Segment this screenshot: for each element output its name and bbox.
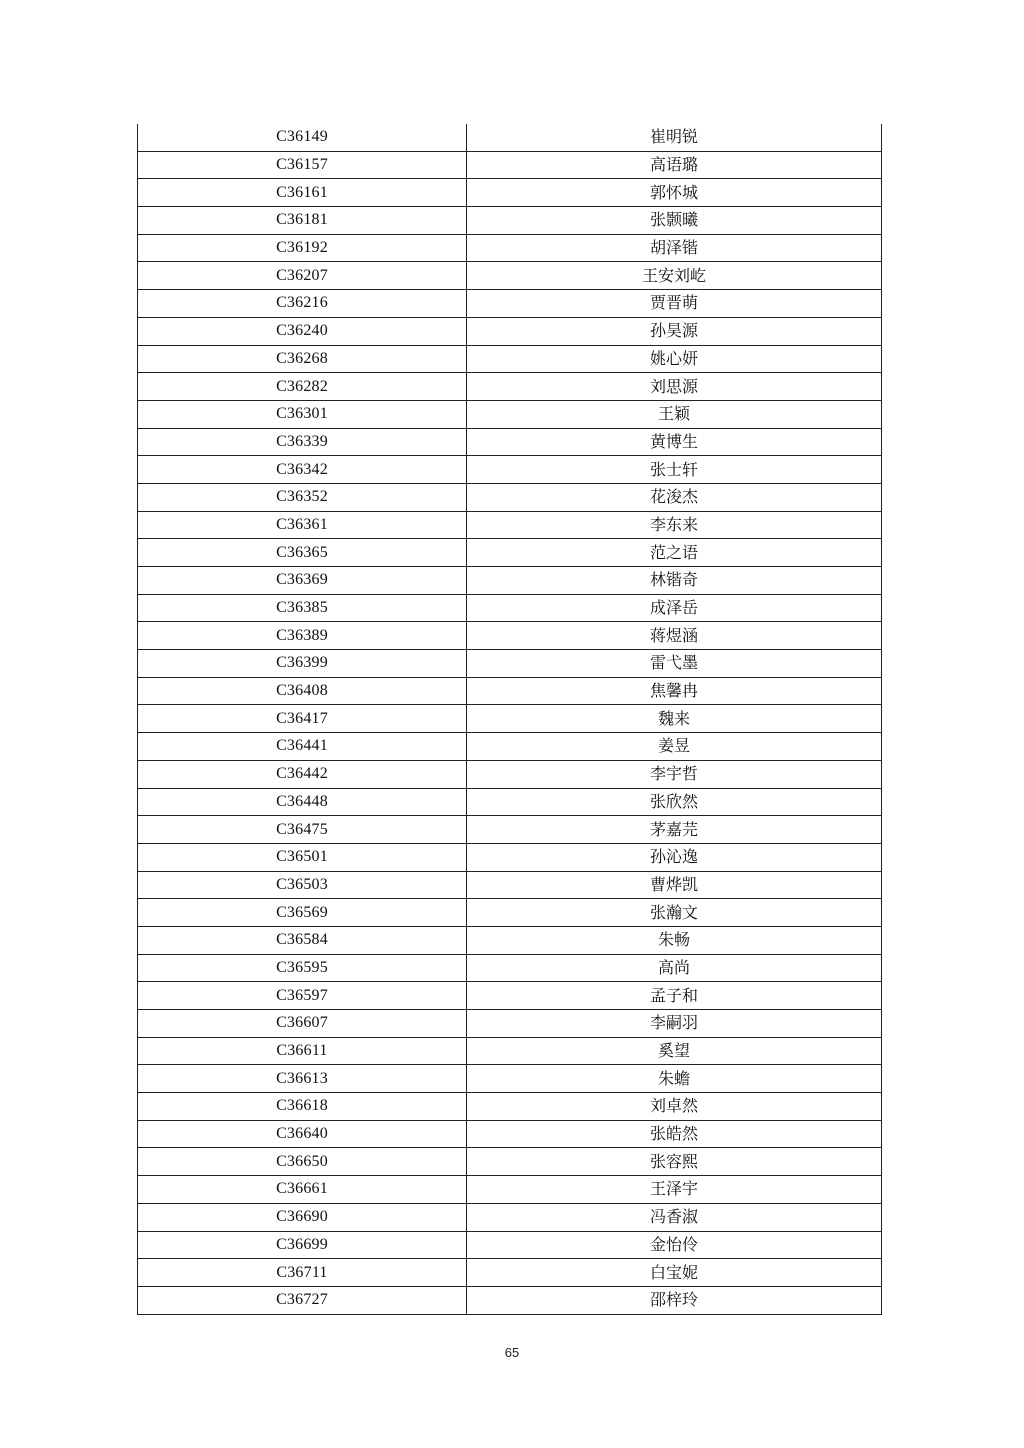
table-row (138, 373, 882, 401)
name-cell: 贾晋萌 (467, 290, 882, 318)
id-cell: C36501 (138, 843, 467, 871)
table-row (138, 179, 882, 207)
table-row (138, 1231, 882, 1259)
name-cell: 崔明锐 (467, 124, 882, 151)
id-cell: C36699 (138, 1231, 467, 1259)
name-cell: 白宝妮 (467, 1259, 882, 1287)
table-row (138, 1176, 882, 1204)
table-row (138, 1148, 882, 1176)
name-cell: 王泽宇 (467, 1176, 882, 1204)
id-cell: C36369 (138, 567, 467, 595)
name-cell: 奚望 (467, 1037, 882, 1065)
page-number: 65 (504, 1345, 520, 1360)
id-cell: C36161 (138, 179, 467, 207)
name-cell: 朱畅 (467, 926, 882, 954)
name-cell: 李嗣羽 (467, 1010, 882, 1038)
table-row (138, 982, 882, 1010)
table-row (138, 539, 882, 567)
table-row (138, 594, 882, 622)
name-cell: 茅嘉芫 (467, 816, 882, 844)
table-row (138, 954, 882, 982)
name-cell: 孟子和 (467, 982, 882, 1010)
name-cell: 张瀚文 (467, 899, 882, 927)
id-cell: C36268 (138, 345, 467, 373)
id-cell: C36442 (138, 760, 467, 788)
name-cell: 张欣然 (467, 788, 882, 816)
name-cell: 胡泽锴 (467, 234, 882, 262)
table-row (138, 511, 882, 539)
id-cell: C36365 (138, 539, 467, 567)
id-cell: C36611 (138, 1037, 467, 1065)
table-row (138, 483, 882, 511)
id-cell: C36417 (138, 705, 467, 733)
id-cell: C36361 (138, 511, 467, 539)
id-cell: C36181 (138, 207, 467, 235)
name-cell: 金怡伶 (467, 1231, 882, 1259)
name-cell: 郭怀城 (467, 179, 882, 207)
table-row (138, 650, 882, 678)
name-cell: 范之语 (467, 539, 882, 567)
name-cell: 蒋煜涵 (467, 622, 882, 650)
id-cell: C36408 (138, 677, 467, 705)
roster-table (137, 124, 882, 1315)
id-cell: C36342 (138, 456, 467, 484)
table-row (138, 871, 882, 899)
id-cell: C36149 (138, 124, 467, 151)
table-row (138, 816, 882, 844)
table-row (138, 1010, 882, 1038)
id-cell: C36503 (138, 871, 467, 899)
name-cell: 雷弋墨 (467, 650, 882, 678)
table-row (138, 317, 882, 345)
id-cell: C36192 (138, 234, 467, 262)
table-row (138, 843, 882, 871)
id-cell: C36240 (138, 317, 467, 345)
id-cell: C36399 (138, 650, 467, 678)
table-row (138, 207, 882, 235)
id-cell: C36711 (138, 1259, 467, 1287)
id-cell: C36301 (138, 400, 467, 428)
name-cell: 王颖 (467, 400, 882, 428)
table-row (138, 290, 882, 318)
table-row (138, 1093, 882, 1121)
table-row (138, 760, 882, 788)
name-cell: 姜昱 (467, 733, 882, 761)
id-cell: C36597 (138, 982, 467, 1010)
id-cell: C36650 (138, 1148, 467, 1176)
name-cell: 朱蟾 (467, 1065, 882, 1093)
table-row (138, 1203, 882, 1231)
table-row (138, 677, 882, 705)
id-cell: C36640 (138, 1120, 467, 1148)
id-cell: C36569 (138, 899, 467, 927)
table-row (138, 151, 882, 179)
table-row (138, 345, 882, 373)
table-row (138, 456, 882, 484)
roster-table-body (138, 124, 882, 1314)
name-cell: 黄博生 (467, 428, 882, 456)
id-cell: C36385 (138, 594, 467, 622)
id-cell: C36339 (138, 428, 467, 456)
table-row (138, 262, 882, 290)
id-cell: C36607 (138, 1010, 467, 1038)
name-cell: 曹烨凯 (467, 871, 882, 899)
id-cell: C36441 (138, 733, 467, 761)
name-cell: 姚心妍 (467, 345, 882, 373)
id-cell: C36216 (138, 290, 467, 318)
name-cell: 李宇哲 (467, 760, 882, 788)
id-cell: C36352 (138, 483, 467, 511)
name-cell: 孙沁逸 (467, 843, 882, 871)
name-cell: 孙昊源 (467, 317, 882, 345)
id-cell: C36207 (138, 262, 467, 290)
table-row (138, 1286, 882, 1314)
name-cell: 张颢曦 (467, 207, 882, 235)
table-row (138, 400, 882, 428)
name-cell: 张容熙 (467, 1148, 882, 1176)
table-row (138, 733, 882, 761)
name-cell: 冯香淑 (467, 1203, 882, 1231)
name-cell: 李东来 (467, 511, 882, 539)
name-cell: 刘思源 (467, 373, 882, 401)
table-row (138, 622, 882, 650)
table-row (138, 899, 882, 927)
id-cell: C36595 (138, 954, 467, 982)
table-row (138, 567, 882, 595)
name-cell: 邵梓玲 (467, 1286, 882, 1314)
name-cell: 高尚 (467, 954, 882, 982)
id-cell: C36727 (138, 1286, 467, 1314)
name-cell: 林锴奇 (467, 567, 882, 595)
table-row (138, 788, 882, 816)
id-cell: C36448 (138, 788, 467, 816)
id-cell: C36389 (138, 622, 467, 650)
name-cell: 王安刘屹 (467, 262, 882, 290)
id-cell: C36475 (138, 816, 467, 844)
table-row (138, 1259, 882, 1287)
name-cell: 魏来 (467, 705, 882, 733)
name-cell: 张皓然 (467, 1120, 882, 1148)
name-cell: 高语璐 (467, 151, 882, 179)
table-row (138, 234, 882, 262)
table-row (138, 705, 882, 733)
name-cell: 花浚杰 (467, 483, 882, 511)
id-cell: C36661 (138, 1176, 467, 1204)
name-cell: 成泽岳 (467, 594, 882, 622)
name-cell: 刘卓然 (467, 1093, 882, 1121)
table-row (138, 124, 882, 151)
id-cell: C36690 (138, 1203, 467, 1231)
id-cell: C36157 (138, 151, 467, 179)
id-cell: C36613 (138, 1065, 467, 1093)
id-cell: C36584 (138, 926, 467, 954)
id-cell: C36282 (138, 373, 467, 401)
name-cell: 焦馨冉 (467, 677, 882, 705)
table-row (138, 1120, 882, 1148)
table-row (138, 926, 882, 954)
table-row (138, 1037, 882, 1065)
table-row (138, 428, 882, 456)
table-row (138, 1065, 882, 1093)
name-cell: 张士轩 (467, 456, 882, 484)
id-cell: C36618 (138, 1093, 467, 1121)
